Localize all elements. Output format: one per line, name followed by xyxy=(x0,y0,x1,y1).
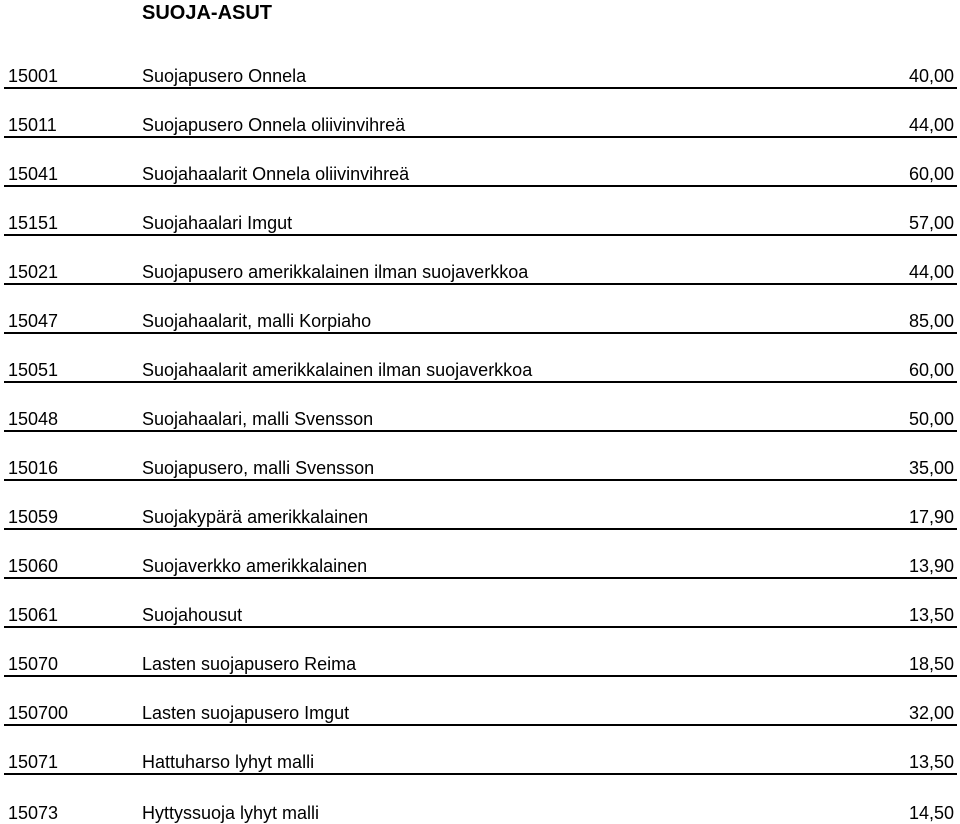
product-name: Suojahaalari Imgut xyxy=(142,212,293,233)
product-name: Suojakypärä amerikkalainen xyxy=(142,506,369,527)
list-item xyxy=(4,334,957,383)
product-name: Suojaverkko amerikkalainen xyxy=(142,555,368,576)
product-price: 85,00 xyxy=(908,310,954,331)
product-code: 15021 xyxy=(8,261,59,282)
price-list xyxy=(4,40,957,824)
product-price: 14,50 xyxy=(908,802,954,823)
product-name: Lasten suojapusero Reima xyxy=(142,653,357,674)
list-item xyxy=(4,236,957,285)
product-code: 15016 xyxy=(8,457,59,478)
product-price: 60,00 xyxy=(908,163,954,184)
product-code: 15047 xyxy=(8,310,59,331)
product-name: Suojahaalarit, malli Korpiaho xyxy=(142,310,372,331)
product-price: 32,00 xyxy=(908,702,954,723)
product-code: 15051 xyxy=(8,359,59,380)
list-item xyxy=(4,285,957,334)
product-name: Suojahaalarit amerikkalainen ilman suojaverkkoa xyxy=(142,359,533,380)
product-price: 35,00 xyxy=(908,457,954,478)
list-item xyxy=(4,628,957,677)
product-name: Suojapusero amerikkalainen ilman suojaverkkoa xyxy=(142,261,529,282)
list-item xyxy=(4,481,957,530)
product-name: Suojapusero Onnela oliivinvihreä xyxy=(142,114,406,135)
product-name: Suojahaalari, malli Svensson xyxy=(142,408,374,429)
list-item xyxy=(4,187,957,236)
list-item xyxy=(4,726,957,775)
product-code: 15073 xyxy=(8,802,59,823)
product-name: Lasten suojapusero Imgut xyxy=(142,702,350,723)
product-code: 15151 xyxy=(8,212,59,233)
list-item xyxy=(4,432,957,481)
product-name: Suojapusero, malli Svensson xyxy=(142,457,375,478)
product-code: 15071 xyxy=(8,751,59,772)
list-item xyxy=(4,579,957,628)
product-code: 15059 xyxy=(8,506,59,527)
list-item xyxy=(4,138,957,187)
list-item xyxy=(4,775,957,824)
list-item xyxy=(4,383,957,432)
list-item xyxy=(4,677,957,726)
product-code: 15011 xyxy=(8,114,57,135)
product-name: Hattuharso lyhyt malli xyxy=(142,751,315,772)
product-name: Suojapusero Onnela xyxy=(142,65,307,86)
product-name: Suojahaalarit Onnela oliivinvihreä xyxy=(142,163,410,184)
product-price: 13,50 xyxy=(908,751,954,772)
product-price: 13,50 xyxy=(908,604,954,625)
product-price: 13,90 xyxy=(908,555,954,576)
product-price: 57,00 xyxy=(908,212,954,233)
product-price: 44,00 xyxy=(908,261,954,282)
product-price: 17,90 xyxy=(908,506,954,527)
product-price: 44,00 xyxy=(908,114,954,135)
product-code: 15061 xyxy=(8,604,59,625)
product-name: Hyttyssuoja lyhyt malli xyxy=(142,802,320,823)
list-item xyxy=(4,530,957,579)
product-code: 15001 xyxy=(8,65,59,86)
product-price: 60,00 xyxy=(908,359,954,380)
product-code: 15041 xyxy=(8,163,59,184)
product-name: Suojahousut xyxy=(142,604,243,625)
section-title: SUOJA-ASUT xyxy=(142,2,273,24)
product-code: 150700 xyxy=(8,702,69,723)
list-item xyxy=(4,40,957,89)
product-price: 18,50 xyxy=(908,653,954,674)
list-item xyxy=(4,89,957,138)
product-price: 50,00 xyxy=(908,408,954,429)
product-code: 15048 xyxy=(8,408,59,429)
product-code: 15070 xyxy=(8,653,59,674)
product-code: 15060 xyxy=(8,555,59,576)
product-price: 40,00 xyxy=(908,65,954,86)
